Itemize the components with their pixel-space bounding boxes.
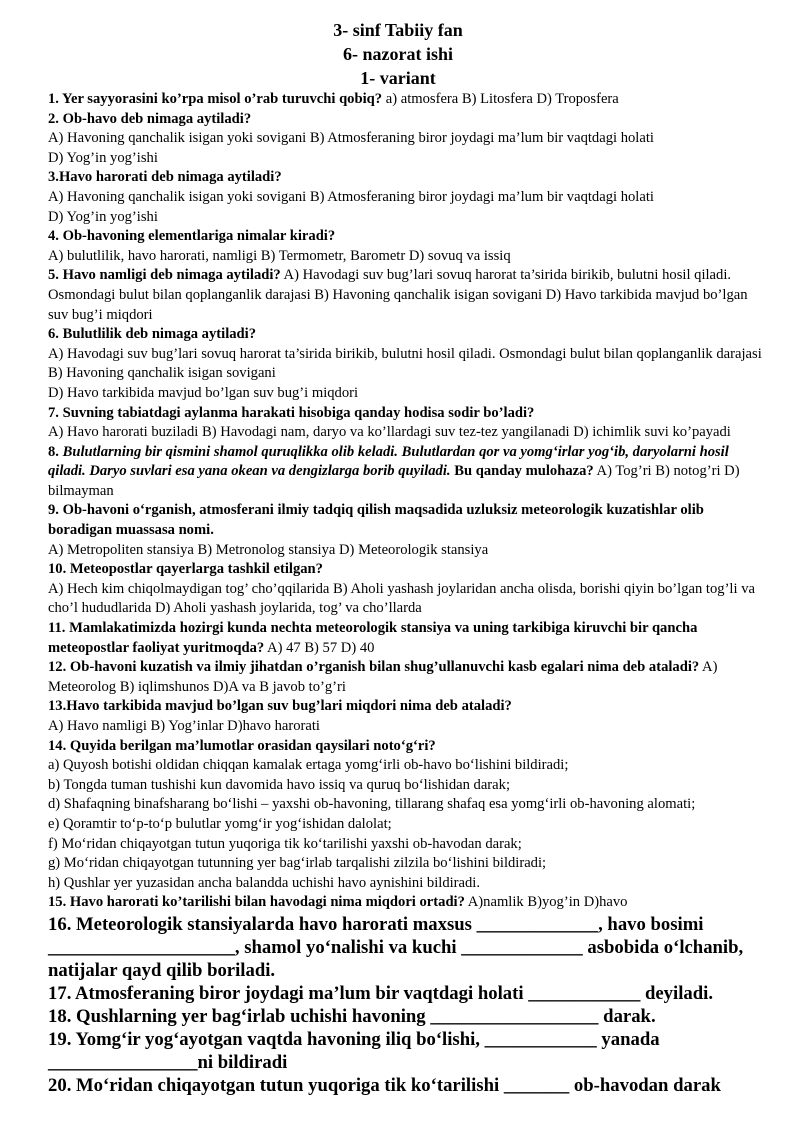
- question-12: [48, 658, 770, 697]
- question-6-answers-line1: A) Havodagi suv bug’lari sovuq harorat ta’sirida birikib, bulutni hosil qiladi. Osmondagi bulut bilan qoplanganlik darajasi B) Havoning qanchalik isigan sovigani: [48, 345, 762, 382]
- question-8-statement: Bulutlarning bir qismini shamol quruqlikka olib keladi. Bulutlardan qor va yomg‘irlar yog‘ib, daryolarni hosil qiladi. Daryo suvlari esa yana okean va dengizlarga borib quyiladi.: [48, 443, 729, 480]
- question-11-text: 11. Mamlakatimizda hozirgi kunda nechta meteorologik stansiya va uning tarkibiga kiruvchi bir qancha meteopostlar faoliyat yuritmoqda?: [48, 620, 698, 656]
- question-11: [48, 619, 770, 658]
- question-14-item-e: e) Qoramtir to‘p-to‘p bulutlar yomg‘ir yog‘ishidan dalolat;: [48, 815, 392, 832]
- question-10-answers: A) Hech kim chiqolmaydigan tog’ cho’qqilarida B) Aholi yashash joylaridan ancha olisda, borishi qiyin bo’lgan tog’li va cho’l hududlarida D) Aholi yashash joylarida, tog’ va cho’llarda: [48, 580, 755, 617]
- question-12-text: 12. Ob-havoni kuzatish va ilmiy jihatdan o’rganish bilan shug’ullanuvchi kasb egalari nima deb ataladi?: [48, 659, 700, 676]
- question-14-item-f: f) Mo‘ridan chiqayotgan tutun yuqoriga tik ko‘tarilishi yaxshi ob-havodan darak;: [48, 835, 522, 852]
- question-15-text: 15. Havo harorati ko’tarilishi bilan havodagi nima miqdori ortadi?: [48, 894, 465, 911]
- question-15: [48, 893, 770, 913]
- question-1-text: 1. Yer sayyorasini ko’rpa misol o’rab turuvchi qobiq?: [48, 91, 383, 107]
- question-14-text: 14. Quyida berilgan ma’lumotlar orasidan qaysilari noto‘g‘ri?: [48, 737, 436, 754]
- question-18: 18. Qushlarning yer bag‘irlab uchishi havoning __________________ darak.: [48, 1005, 656, 1027]
- question-17: 17. Atmosferaning biror joydagi ma’lum bir vaqtdagi holati ____________ deyiladi.: [48, 982, 714, 1004]
- worksheet-title: 3- sinf Tabiiy fan: [333, 20, 463, 40]
- question-19: 19. Yomg‘ir yog‘ayotgan vaqtda havoning iliq bo‘lishi, ____________ yanada ________________ni bildiradi: [48, 1028, 660, 1073]
- question-2-text: 2. Ob-havo deb nimaga aytiladi?: [48, 110, 252, 127]
- question-14-item-h: h) Qushlar yer yuzasidan ancha balandda uchishi havo aynishini bildiradi.: [48, 874, 481, 891]
- question-1: [48, 90, 770, 110]
- question-7-text: 7. Suvning tabiatdagi aylanma harakati hisobiga qanday hodisa sodir bo’ladi?: [48, 404, 535, 421]
- worksheet-variant: 1- variant: [360, 68, 436, 88]
- question-3-answers-line1: A) Havoning qanchalik isigan yoki sovigani B) Atmosferaning biror joydagi ma’lum bir vaqtdagi holati: [48, 188, 654, 205]
- question-15-answers: A)namlik B)yog’in D)havo: [464, 894, 628, 911]
- question-5-text: 5. Havo namligi deb nimaga aytiladi?: [48, 267, 281, 284]
- question-13-text: 13.Havo tarkibida mavjud bo’lgan suv bug’lari miqdori nima deb ataladi?: [48, 698, 512, 715]
- question-16: 16. Meteorologik stansiyalarda havo harorati maxsus _____________, havo bosimi ____________________, shamol yo‘nalishi va kuchi _____________ asbobida o‘lchanib, natijalar qayd qilib boriladi.: [48, 913, 744, 981]
- question-8-prompt: Bu qanday mulohaza?: [450, 463, 594, 480]
- question-6-answers-line2: D) Havo tarkibida mavjud bo’lgan suv bug’i miqdori: [48, 384, 359, 401]
- question-3-answers-line2: D) Yog’in yog’ishi: [48, 208, 158, 225]
- question-8-answers: A) Tog’ri B) notog’ri D) bilmayman: [48, 463, 740, 499]
- question-1-answers: a) atmosfera B) Litosfera D) Troposfera: [385, 91, 619, 107]
- question-8: [48, 443, 770, 502]
- question-14-item-d: d) Shafaqning binafsharang bo‘lishi – yaxshi ob-havoning, tillarang shafaq esa yomg‘irli ob-havoning alomati;: [48, 796, 696, 813]
- question-2-answers-line2: D) Yog’in yog’ishi: [48, 149, 158, 166]
- question-10-text: 10. Meteopostlar qayerlarga tashkil etilgan?: [48, 561, 323, 578]
- question-4-answers: A) bulutlilik, havo harorati, namligi B) Termometr, Barometr D) sovuq va issiq: [48, 247, 511, 264]
- worksheet-subtitle: 6- nazorat ishi: [343, 44, 453, 64]
- question-2-answers-line1: A) Havoning qanchalik isigan yoki sovigani B) Atmosferaning biror joydagi ma’lum bir vaqtdagi holati: [48, 130, 654, 147]
- question-5-answers: A) Havodagi suv bug’lari sovuq harorat ta’sirida birikib, bulutni hosil qiladi. Osmondagi bulut bilan qoplanganlik darajasi B) Havoning qanchalik isigan sovigani D) Havo tarkibida mavjud bo’lgan suv bug’i miqdori: [48, 267, 748, 323]
- question-14-item-a: a) Quyosh botishi oldidan chiqqan kamalak ertaga yomg‘irli ob-havo bo‘lishini bildiradi;: [48, 757, 569, 774]
- question-6-text: 6. Bulutlilik deb nimaga aytiladi?: [48, 326, 257, 343]
- question-4-text: 4. Ob-havoning elementlariga nimalar kiradi?: [48, 228, 336, 245]
- question-11-answers: A) 47 B) 57 D) 40: [264, 639, 375, 656]
- question-3-text: 3.Havo harorati deb nimaga aytiladi?: [48, 169, 282, 186]
- question-9-answers: A) Metropoliten stansiya B) Metronolog stansiya D) Meteorologik stansiya: [48, 541, 489, 558]
- question-9-text: 9. Ob-havoni o‘rganish, atmosferani ilmiy tadqiq qilish maqsadida uzluksiz meteorologik kuzatishlar olib boradigan muassasa nomi.: [48, 502, 704, 539]
- question-14-item-g: g) Mo‘ridan chiqayotgan tutunning yer bag‘irlab tarqalishi zilzila bo‘lishini bildiradi;: [48, 855, 547, 872]
- question-20: 20. Mo‘ridan chiqayotgan tutun yuqoriga tik ko‘tarilishi _______ ob-havodan darak: [48, 1074, 721, 1096]
- question-8-number: 8.: [48, 443, 59, 460]
- question-7-answers: A) Havo harorati buziladi B) Havodagi nam, daryo va ko’llardagi suv tez-tez yangilanadi D) ichimlik suvi ko’payadi: [48, 424, 731, 441]
- question-5: [48, 266, 770, 325]
- question-12-answers: A) Meteorolog B) iqlimshunos D)A va B javob to’g’ri: [48, 659, 718, 695]
- question-14-item-b: b) Tongda tuman tushishi kun davomida havo issiq va quruq bo‘lishidan darak;: [48, 776, 510, 793]
- question-13-answers: A) Havo namligi B) Yog’inlar D)havo harorati: [48, 718, 320, 734]
